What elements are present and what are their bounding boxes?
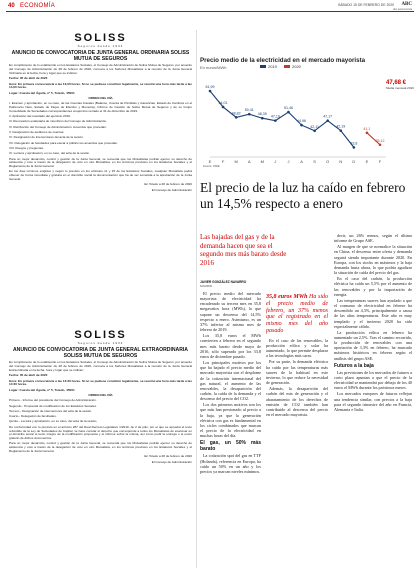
soliss-logo-tagline: Seguros desde 1933 [77, 44, 124, 48]
pull-quote [266, 294, 328, 335]
x-tick-label: M [234, 159, 238, 164]
section-name: ECONOMÍA [20, 3, 56, 9]
article-paragraph: Además, la desaparición del carbón del mix de generación y el abaratamiento de los derechos de emisión de CO2 también han contribuido al descenso del precio en el mercado mayorista. [266, 386, 328, 417]
data-label: 47,17 [323, 114, 333, 119]
chart-title: Precio medio de la electricidad en el mercado mayorista [200, 57, 366, 64]
data-point-2019 [222, 106, 225, 109]
notice-signature: El Consejo de Administración [151, 187, 192, 192]
notice-paragraph: Para un mejor desarrollo, control y gestión de la Junta General, se recuerda que los Mutualistas podrán ejercer su derecho de asistencia y voto a través de la delegación de voto en otro Mutualista, en los términos previstos en los Estatutos Sociales y el Reglamento de la Junta General. [9, 156, 192, 169]
notice-title: ANUNCIO DE CONVOCATORIA DE JUNTA GENERAL ORDINARIA SOLISS MUTUA DE SEGUROS [11, 50, 190, 63]
article-paragraph: Las previsiones de los mercados de futuros a corto plazo apuntan a que el precio de la electricidad se mantendrá por debajo de los 40 euros el MWh durante los próximos meses. [334, 369, 412, 391]
article-author: JAVIER GONZÁLEZ NAVARRO [200, 280, 247, 284]
article-paragraph: En el caso de las renovables, la producción eólica y solar ha aumentado, lo que permite desplazar a las tecnologías más caras. [266, 337, 328, 359]
agenda-item: Quinto.- Lectura y aprobación, en su caso, del acta de la sesión. [9, 419, 98, 424]
x-tick-label: J [287, 159, 290, 164]
agenda-item: IV. Retribución del Consejo de Administración. Acuerdos que procedan. [9, 124, 107, 129]
x-tick-label: E [365, 159, 369, 164]
article-paragraph: Los mercados europeos de futuros reflejan una tendencia similar, con precios a la baja para el segundo trimestre del año en Francia, Alemania e Italia. [334, 391, 412, 412]
agenda-item: I. Examen y aprobación, en su caso, de las Cuentas Anuales (Balance, Cuenta de Pérdidas y Ganancias, Estado de Cambios en el Patrimonio Neto, Estado de Flujos de Efectivo y Memoria), Informe de Gestión de Soliss Mutua de Seguros y de su Grupo Consolidado de Sociedades correspondientes al ejercicio cerrado el 31 de diciembre de 2019. [9, 101, 192, 113]
agenda-item: II. Aplicación del resultado del ejercicio 2019. [9, 114, 71, 119]
data-label: 54,01 [218, 100, 228, 105]
data-label: 33,8 [350, 141, 358, 146]
notice-place: Lugar: Cuesta del Águila, nº 5, Toledo, 45001 [9, 90, 75, 95]
legend-swatch-2020 [284, 65, 290, 68]
article-paragraph: Al margen de que se normalice la situación en China, el descenso entre oferta y demanda seguirá siendo importante durante 2020. En Europa, con los stocks en máximos y la baja demanda hasta ahora, lo que podría agudizar la situación de caída del precio del gas. [334, 244, 412, 276]
data-point-2019 [326, 119, 329, 122]
soliss-logo-tagline: Seguros desde 1933 [77, 341, 124, 345]
agenda-item: Tercero.- Designación de interventores del acta de la sesión. [9, 408, 93, 413]
publication-date: SÁBADO 15 DE FEBRERO DE 2020 [338, 3, 394, 7]
article-paragraph: La producción eólica en febrero ha aumentado un 2,5%. Tras el camino recorrido, la producción de renovables con una aportación de 3,3% en febrero, ha marcado máximos históricos en febrero según el análisis del grupo ASE. [334, 329, 412, 361]
notice-date: Fecha: 05 de abril de 2020 [9, 373, 48, 378]
article-column-1 [200, 291, 261, 569]
data-point-2019 [261, 117, 264, 120]
data-label: 35,12 [375, 138, 385, 143]
x-tick-label: A [300, 159, 303, 164]
article-column-3 [334, 233, 412, 569]
data-point-2019 [235, 116, 238, 119]
section-url: abc.es/economia [393, 8, 412, 11]
notice-title: ANUNCIO DE CONVOCATORIA DE JUNTA GENERAL EXTRAORDINARIA SOLISS MUTUA DE SEGUROS [13, 347, 188, 360]
data-point-2019 [209, 90, 212, 93]
page-header [6, 2, 414, 12]
data-label: 44,96 [297, 119, 307, 124]
agenda-item: VII. Delegación de facultades para elevar a público los acuerdos que procedan. [9, 140, 118, 145]
notice-paragraph: Para un mejor desarrollo, control y gestión de la Junta General, se recuerda que los Mutualistas podrán ejercer su derecho de asistencia y voto a través de la delegación de voto en otro Mutualista, en los términos previstos en los Estatutos Sociales y el Reglamento de la Junta General. [9, 441, 192, 454]
x-tick-label: S [313, 159, 316, 164]
notice-time: Hora: En primera convocatoria a las 13,00 horas. Si no se pudiese constituir legalmente, se reunirá una hora más tarde a las 14,00 horas. [9, 81, 192, 90]
legend-label: 2020 [292, 64, 301, 69]
x-tick-label: E [208, 159, 212, 164]
page-number: 40 [8, 3, 15, 9]
agenda-item: III. Renovación estatutaria de miembros del Consejo de Administración. [9, 119, 108, 124]
notice-paragraph: En los días mínimos exigidos y según lo previsto en los artículos 11 y 15 de los Estatutos Sociales, cualquier Mutualista podrá obtener de forma inmediata y gratuita en el domicilio social la documentación que ha de ser sometida a la aprobación de la Junta General. [9, 169, 192, 182]
article-paragraph: Las temperaturas suaves han ayudado a que el consumo de electricidad en febrero ha descendido un 4,3%, principalmente a causa de las altas temperaturas. Este año es muy templado y el invierno 2020 ha sido especialmente cálido. [334, 297, 412, 329]
chart-stat-label: Media mensual 2019 [386, 86, 414, 90]
article-paragraph: decir, un 26% menos, según el último informe de Grupo ASE. [334, 233, 412, 244]
agenda-item: Segundo.- Propuesta de modificación de los Estatutos Sociales. [9, 403, 97, 408]
x-tick-label: F [378, 159, 382, 164]
data-label: 47,19 [270, 114, 280, 119]
agenda-item: IX. Lectura y aprobación, en su caso, del acta de la sesión. [9, 151, 91, 156]
pull-quote-value: 35,8 euros MWh [266, 294, 308, 300]
data-point-2019 [339, 129, 342, 132]
x-tick-label: A [247, 159, 251, 164]
agenda-item: Primero.- Informe del presidente del Consejo de Administración. [9, 398, 97, 403]
article-paragraph: Los 35,8 euros el MWh convierten a febrero en el segundo mes más barato desde mayo de 2016, sólo superado por los 33,8 euros de diciembre pasado. [200, 333, 261, 359]
price-line-chart [200, 55, 412, 168]
notice-intro: En cumplimiento de lo establecido en los Estatutos Sociales, el Consejo de Administración de Soliss Mutua de Seguros, por acuerdo del Consejo de Administración de 28 de febrero de 2020, convoca a los Señores Mutualistas a la reunión de la Junta General Ordinaria en la fecha, hora y lugar que se indican: [9, 63, 192, 75]
legend-swatch-2019 [260, 65, 266, 68]
article-subhead: Las bajadas del gas y de la demanda hacen que sea el segundo mes más barato desde 2016 [200, 233, 287, 267]
data-point-2019 [248, 113, 251, 116]
agenda-heading: ORDEN DEL DÍA [88, 392, 113, 397]
pull-quote-text: Ha sido el precio medio de febrero, un 37% menos que el registrado en el mismo mes del año pasado [266, 294, 328, 334]
data-label: 48,39 [257, 112, 267, 117]
x-tick-label: N [339, 159, 343, 164]
agenda-item: V. Designación de auditores de cuentas. [9, 130, 65, 135]
chart-unit: En euros/MWh [200, 65, 227, 70]
data-point-2019 [287, 111, 290, 114]
notice-intro: En cumplimiento de lo establecido en los Estatutos Sociales, el Consejo de Administración de Soliss Mutua de Seguros, por acuerdo del Consejo de Administración de 28 de febrero de 2020, convoca a los Señores Mutualistas a la reunión de la Junta General Extraordinaria en la fecha, hora y lugar que se indican: [9, 360, 192, 372]
notice-paragraph: De conformidad con lo previsto en el artículo 287 del Real Decreto Legislativo 1/2010, de 2 de julio, por el que se aprueba el texto refundido de la Ley de Sociedades de Capital, se hace constar el derecho que corresponde a todos los Mutualistas de examinar en el domicilio social el texto íntegro de la modificación propuesta y el informe sobre la misma, así como pedir la entrega o el envío gratuito de dichos documentos. [9, 424, 192, 441]
x-tick-label: O [326, 159, 330, 164]
data-point-2019 [353, 146, 356, 149]
notice-signature: El Consejo de Administración [151, 459, 192, 464]
data-label: 41,1 [363, 126, 371, 131]
article-headline: El precio de la luz ha caído en febrero un 14,5% respecto a enero [200, 180, 406, 211]
agenda-item: VIII. Ruegos y preguntas. [9, 145, 44, 150]
article-paragraph: Por su parte, la demanda eléctrica ha caído por las temperaturas más suaves de lo habitual en este invierno, lo que reduce la necesidad de generación. [266, 359, 328, 386]
data-label: 48,82 [231, 111, 241, 116]
soliss-logo: SOLISS [74, 329, 127, 341]
x-tick-label: F [221, 159, 225, 164]
column-divider [196, 30, 197, 568]
data-point-2020 [379, 143, 382, 146]
notice-place: Lugar: Cuesta del Águila, nº 5, Toledo, 45001 [9, 387, 75, 392]
series-line-2019 [210, 91, 354, 147]
data-point-2020 [366, 132, 369, 135]
x-tick-label: J [274, 159, 277, 164]
article-crosshead: El gas, un 50% más barato [200, 440, 261, 453]
chart-stat-value: 47,68 € [386, 80, 407, 86]
data-label: 51,46 [283, 106, 293, 111]
article-paragraph: La cotización spot del gas en TTF (Holanda), referencia en Europa, ha caído un 50% en un año y los precios ya marcan niveles mínimos. [200, 453, 261, 474]
agenda-item: VI. Designación de interventores del acta de la sesión. [9, 135, 84, 140]
article-column-2 [266, 291, 328, 569]
article-crosshead: Futuros a la baja [334, 362, 374, 369]
data-point-2019 [274, 119, 277, 122]
data-point-2019 [313, 129, 316, 132]
agenda-item: Cuarto.- Delegación de facultades. [9, 414, 57, 419]
data-point-2019 [300, 124, 303, 127]
agenda-heading: ORDEN DEL DÍA [88, 95, 113, 100]
soliss-ordinary-meeting-notice [9, 30, 192, 293]
chart-source: Fuente: OMIE [203, 165, 220, 168]
notice-signature-place: En Toledo a 28 de febrero de 2020 [144, 182, 192, 187]
notice-date: Fecha: 05 de abril de 2020 [9, 76, 48, 81]
legend-label: 2019 [268, 64, 277, 69]
data-label: 42,11 [310, 124, 319, 129]
newspaper-brand: ABC [401, 2, 412, 7]
article-paragraph: Los principales motivos por los que ha bajado el precio medio del mercado mayorista son el desplome de la cotización internacional del gas natural, el aumento de las renovables, la desaparición del carbón, la caída de la demanda y el descenso del precio del CO2. [200, 360, 261, 402]
data-label: 50,41 [244, 108, 254, 113]
data-label: 42,19 [336, 124, 346, 129]
article-paragraph: En el caso del carbón, la producción eléctrica ha caído un 5,5% por el aumento de las renovables y por la importación de energía. [334, 276, 412, 297]
article-paragraph: Los dos primeros motivos son los que más han presionado al precio a la baja, ya que la generación eléctrica con gas es fundamental en los ciclos combinados que marcan el precio de la electricidad en muchas horas del día. [200, 402, 261, 439]
x-tick-label: D [352, 159, 356, 164]
notice-signature-place: En Toledo a 28 de febrero de 2020 [144, 454, 192, 459]
article-paragraph: El precio medio del mercado mayorista de electricidad ha encadenado su tercera mes en 35,8 megavatios hora (MWh), lo que supone un descenso del 14,5% respecto a enero. Asimismo, es un 37% inferior al mismo mes de febrero de 2019. [200, 291, 261, 333]
data-label: 61,99 [205, 85, 215, 90]
soliss-extraordinary-meeting-notice [9, 327, 192, 565]
soliss-logo: SOLISS [74, 32, 127, 44]
notice-time: Hora: En primera convocatoria a las 13:30 horas. Si no se pudiese constituir legalmente, se reunirá una hora más tarde a las 14:30 horas. [9, 378, 192, 387]
x-tick-label: M [260, 159, 264, 164]
article-location: MADRID [200, 284, 213, 288]
